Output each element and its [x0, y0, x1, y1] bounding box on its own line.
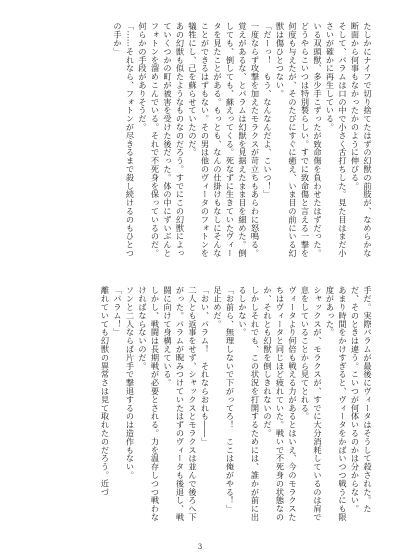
lower-text-block: 手だ。実際パラムが最後にヴィータはそうして殺された。ただ、そのときは違う。こいつが何体いるのかは分からない。 あまり時間をかけすぎると、ヴィータをかばいつつ戦うにも限度があった。 シャックスが、モラクスが、すでに大分消耗しているのは肩で息をしていることから見てとれる。 ヴィータより何倍も戦える力があるとはいえ、今のモラクスたちはヴィータと同じほど疲れていた。戦いで不死身の状態なのか、それとも幻獣を倒しきれないのだ。 しかしそれでも、この状況を打開するためには、誰かが前に出るしかない。 「お前ら、無理しないで下がってろ！ ここは俺がやる！」 足止めだ。 「おい、パラム！ それならおれも――」 二人とも返事をせず、シャックスとモラクスは並んで後ろへ下がった。パラムが睨みつけていたはずのヴィータも後退し、戦闘に向けて身構えている。 しかし、戦闘は長期戦が必要とされる。力を温存しつつ戦わなければならないのだ。 ソンと二人ならば片手で撃退するのは造作もない。 「パラム！」 離れていても幻獣の異常さは見て取れたのだろう。近づ: [100, 286, 373, 522]
upper-text-block: たしかにナイフで切り捨てたはずの幻獣の前肢が、なめらかな断面から何事もなかったかのように伸びる。 そして、パラムは口の中で小さく舌打ちした。見た目はまだ小さいが確かに再生している。 いる双頭獣、多少手こずったが致命傷を負わせたはずだった。どうやらこいつは特別製らしい。すでに致命傷と言える一撃を何度も与えたが、そのたびにすぐに癒え、いま目の前にいる幻獣は傷ひとつない。 「だーっ！ もう、なんなんだよ、こいつ！」 一度ならず攻撃を加えたモラクスが苛立ちもあらわに怒鳴る。 覚えがあるな、とパラムは幻獣を見据えたまま目を細めた。倒しても、倒しても、蘇えってくる。死なずに生きていたヴィータを見たことがある。もっとも、なんの仕掛けもなしにそんなことができるはずもない。その男は他のヴィータのフォトンを犠牲にし、己を蘇らせていたのだ。 あの幻獣も似たようなものなのだろう。すでにこの幻獣によっていくつかの町が被害を受けた後だった。体の中にずいぶんとフォトンを溜めこんでいる。それで不死身を保っているのだ。 何らかの手段がありそうだ。 「……それなら、フォトンが尽きるまで殺し続けるのもひとつの手か」: [113, 22, 373, 258]
page-number: 3: [197, 543, 203, 551]
